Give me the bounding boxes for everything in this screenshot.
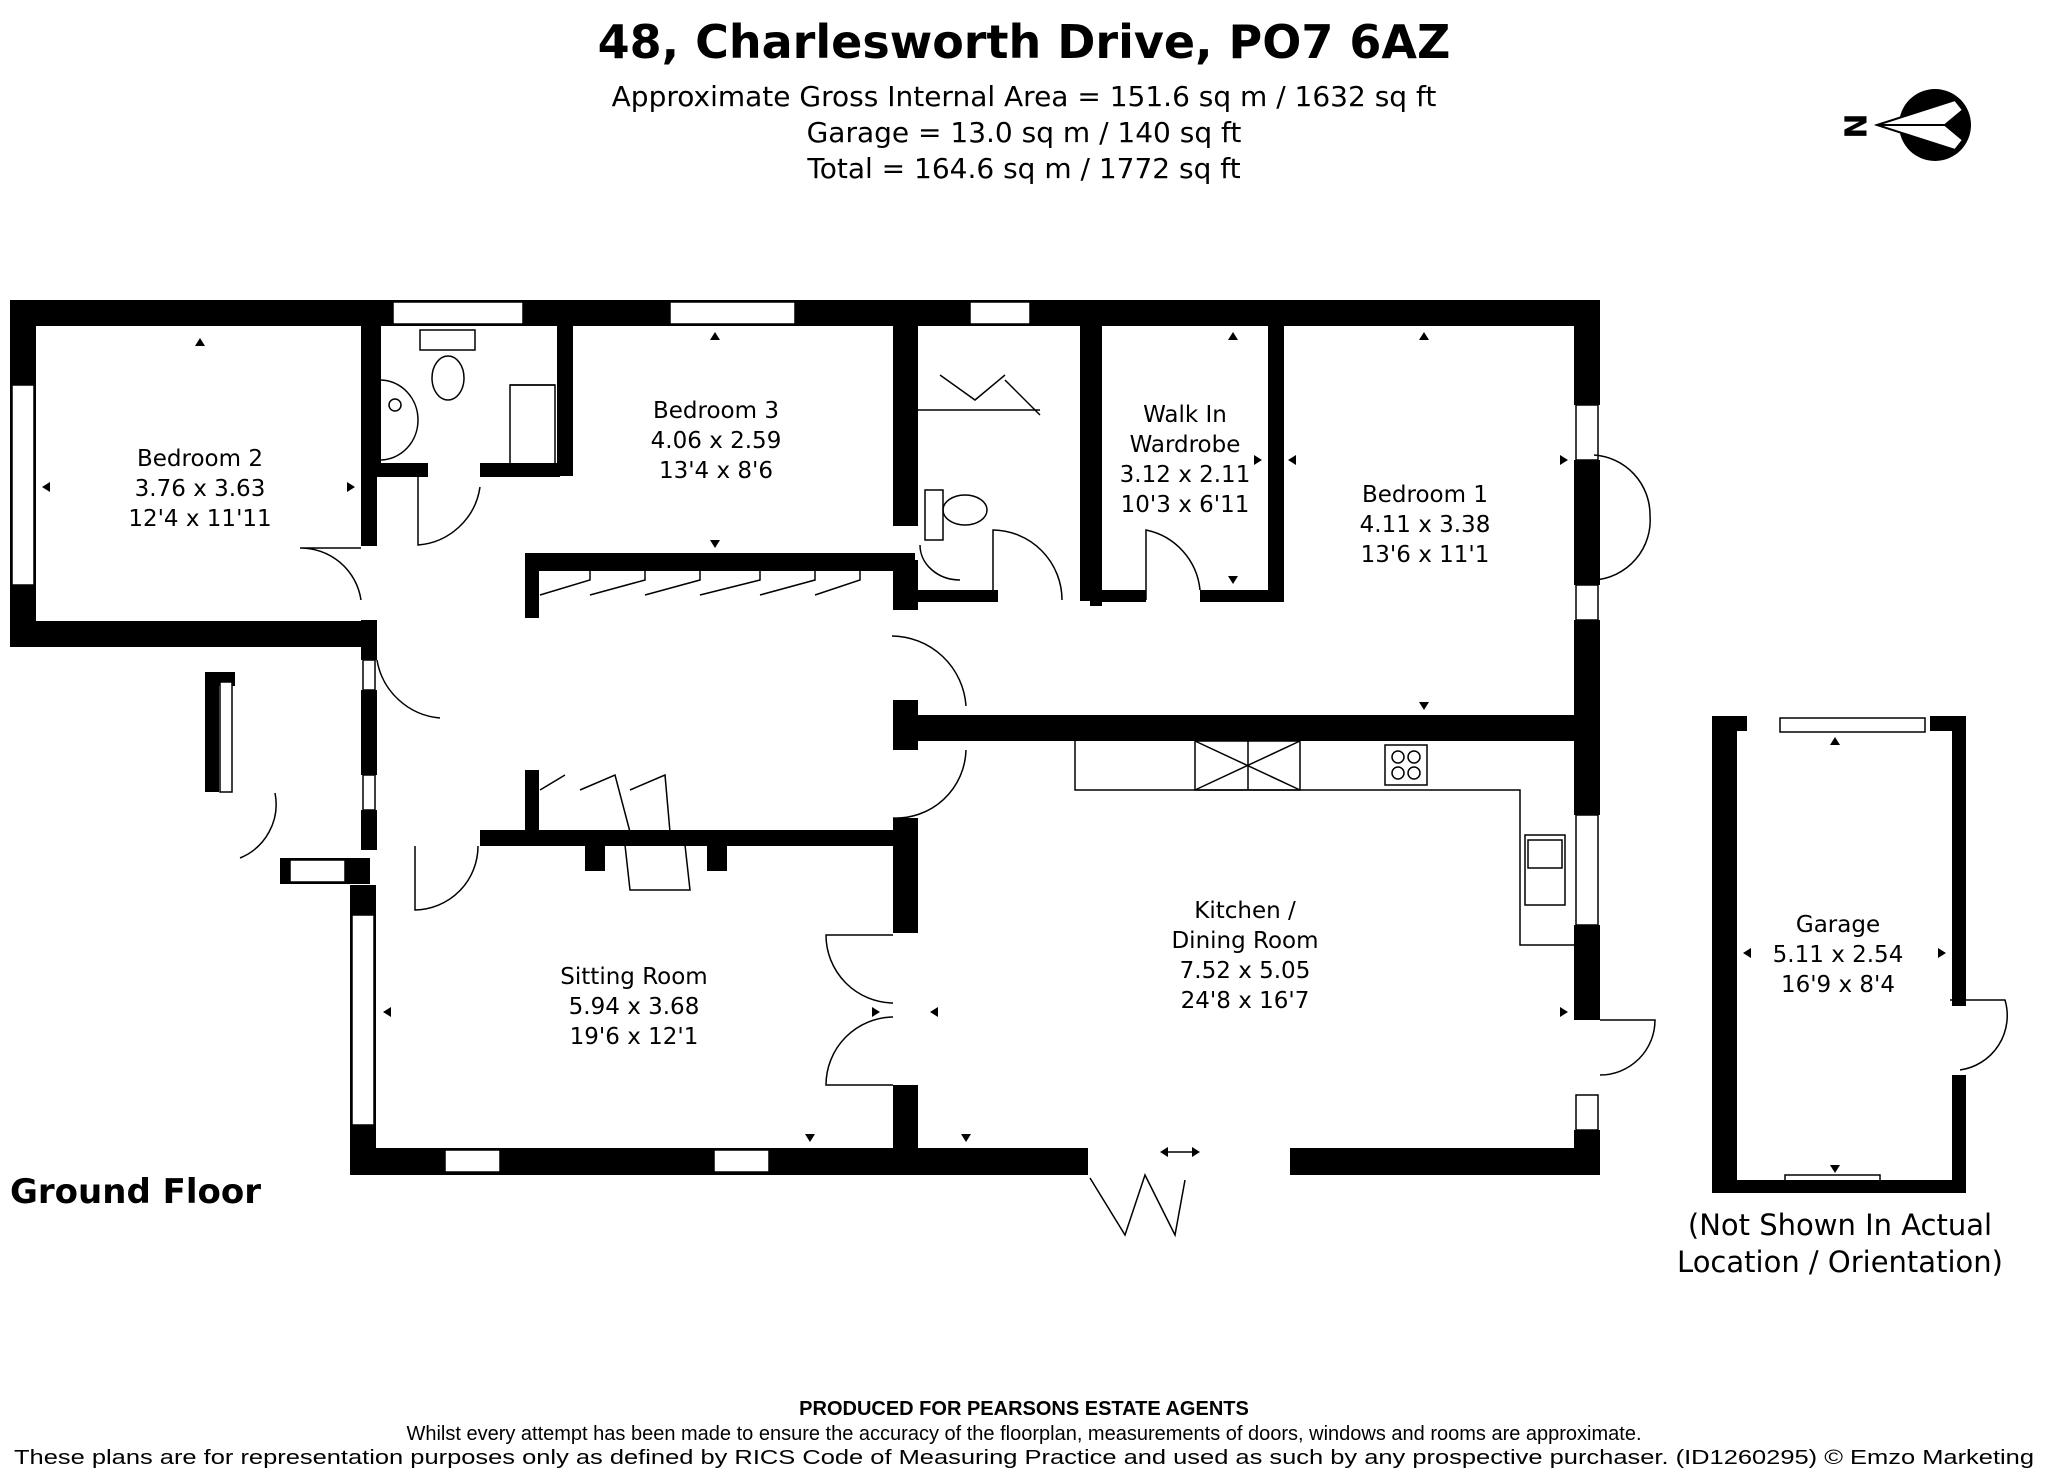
room-bedroom-1	[1360, 482, 1491, 568]
room-name-line1: Walk In	[1143, 402, 1227, 428]
garage-note-line1: (Not Shown In Actual	[1687, 1208, 1993, 1242]
footer-disclaimer-2: These plans are for representation purposes only as defined by RICS Code of Measuring Practice and used as such by any prospective purchaser. (ID1260295) © Emzo Marketing	[14, 1447, 2034, 1469]
room-metric: 7.52 x 5.05	[1179, 958, 1311, 984]
room-name-line1: Kitchen /	[1194, 898, 1296, 924]
room-bedroom-3	[651, 398, 782, 484]
room-name-line2: Dining Room	[1171, 928, 1319, 954]
property-title: 48, Charlesworth Drive, PO7 6AZ	[597, 15, 1451, 69]
room-name: Bedroom 3	[653, 398, 779, 424]
room-name-line2: Wardrobe	[1129, 432, 1241, 458]
footer-producer: PRODUCED FOR PEARSONS ESTATE AGENTS	[799, 1398, 1249, 1420]
room-imperial: 13'4 x 8'6	[658, 458, 774, 484]
garage-area: Garage = 13.0 sq m / 140 sq ft	[806, 116, 1242, 149]
room-metric: 4.11 x 3.38	[1359, 512, 1491, 538]
north-arrow-icon	[1840, 89, 1972, 161]
windows	[12, 302, 1925, 1189]
room-imperial: 12'4 x 11'11	[128, 506, 272, 532]
room-imperial: 19'6 x 12'1	[569, 1024, 699, 1050]
room-kitchen-dining	[1171, 898, 1318, 1014]
room-imperial: 10'3 x 6'11	[1120, 492, 1250, 518]
room-metric: 5.94 x 3.68	[568, 994, 700, 1020]
room-imperial: 24'8 x 16'7	[1180, 988, 1310, 1014]
house-walls	[10, 300, 1600, 1175]
total-area: Total = 164.6 sq m / 1772 sq ft	[807, 152, 1241, 185]
room-imperial: 16'9 x 8'4	[1780, 972, 1896, 998]
room-garage	[1773, 912, 1904, 998]
room-imperial: 13'6 x 11'1	[1360, 542, 1490, 568]
compass-n-label: N	[1839, 113, 1875, 139]
room-bedroom-2	[128, 446, 271, 532]
room-walk-in-wardrobe	[1120, 402, 1251, 518]
room-metric: 3.76 x 3.63	[134, 476, 266, 502]
room-sitting-room	[560, 964, 707, 1050]
room-name: Bedroom 2	[137, 446, 263, 472]
room-metric: 3.12 x 2.11	[1119, 462, 1251, 488]
garage-note-line2: Location / Orientation)	[1677, 1245, 2003, 1279]
room-metric: 5.11 x 2.54	[1772, 942, 1904, 968]
room-name: Garage	[1795, 912, 1881, 938]
room-metric: 4.06 x 2.59	[650, 428, 782, 454]
floor-label: Ground Floor	[10, 1172, 261, 1212]
dimension-markers	[42, 332, 1946, 1173]
gross-internal-area: Approximate Gross Internal Area = 151.6 sq m / 1632 sq ft	[611, 80, 1437, 113]
room-name: Bedroom 1	[1362, 482, 1488, 508]
footer-disclaimer-1: Whilst every attempt has been made to ensure the accuracy of the floorplan, measurements of doors, windows and rooms are approximate.	[406, 1423, 1642, 1445]
room-name: Sitting Room	[560, 964, 708, 990]
